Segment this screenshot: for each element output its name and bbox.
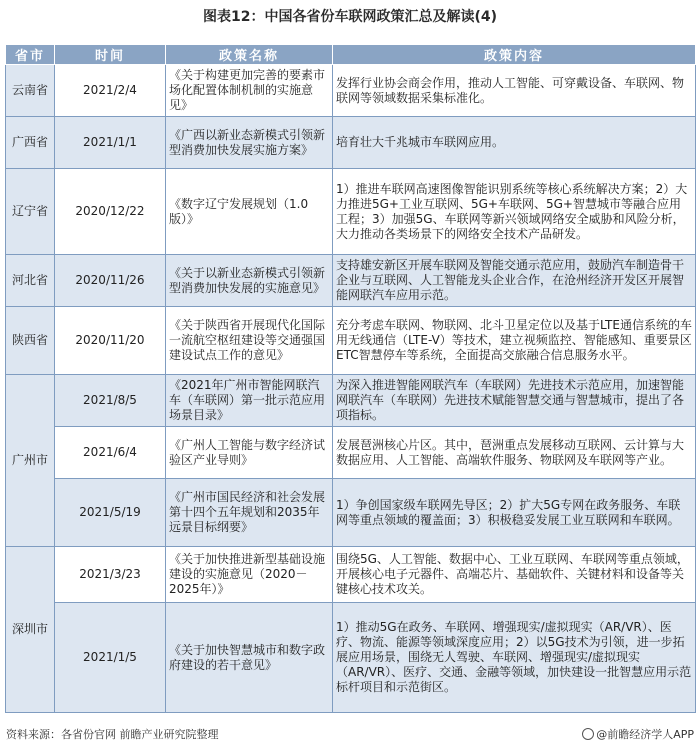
policy-content-cell: 为深入推进智能网联汽车（车联网）先进技术示范应用，加速智能网联汽车（车联网）先进技术赋能智慧交通与智慧城市，提出了各项指标。 xyxy=(333,375,696,427)
source-note: 资料来源：各省份官网 前瞻产业研究院整理 xyxy=(6,728,219,741)
policy-content-cell: 充分考虑车联网、物联网、北斗卫星定位以及基于LTE通信系统的车用无线通信（LTE-V）等技术，建立视频监控、智能感知、重要景区ETC智慧停车等系统，全面提高交旅融合信息服务水平。 xyxy=(333,307,696,375)
province-cell: 广州市 xyxy=(6,375,55,547)
date-cell: 2021/2/4 xyxy=(55,65,166,117)
policy-name-cell: 《关于构建更加完善的要素市场化配置体制机制的实施意见》 xyxy=(166,65,333,117)
policy-name-cell: 《2021年广州市智能网联汽车（车联网）第一批示范应用场景目录》 xyxy=(166,375,333,427)
table-row xyxy=(6,169,696,255)
province-cell: 深圳市 xyxy=(6,547,55,713)
table-row xyxy=(6,375,696,427)
date-cell: 2020/12/22 xyxy=(55,169,166,255)
province-cell: 陕西省 xyxy=(6,307,55,375)
brand-logo-icon xyxy=(582,728,594,740)
header-province: 省市 xyxy=(6,45,55,65)
policy-name-cell: 《广西以新业态新模式引领新型消费加快发展实施方案》 xyxy=(166,117,333,169)
table-row xyxy=(6,427,696,479)
table-row xyxy=(6,117,696,169)
header-time: 时间 xyxy=(55,45,166,65)
date-cell: 2021/1/5 xyxy=(55,603,166,713)
policy-content-cell: 发展琶洲核心片区。其中，琶洲重点发展移动互联网、云计算与大数据应用、人工智能、高端软件服务、物联网及车联网等产业。 xyxy=(333,427,696,479)
table-header-row xyxy=(6,45,696,65)
date-cell: 2020/11/20 xyxy=(55,307,166,375)
policy-name-cell: 《关于陕西省开展现代化国际一流航空枢纽建设等交通强国建设试点工作的意见》 xyxy=(166,307,333,375)
date-cell: 2021/8/5 xyxy=(55,375,166,427)
policy-content-cell: 培育壮大千兆城市车联网应用。 xyxy=(333,117,696,169)
policy-content-cell: 围绕5G、人工智能、数据中心、工业互联网、车联网等重点领域，开展核心电子元器件、高端芯片、基础软件、关键材料和设备等关键核心技术攻关。 xyxy=(333,547,696,603)
table-row xyxy=(6,603,696,713)
policy-content-cell: 1）争创国家级车联网先导区；2）扩大5G专网在政务服务、车联网等重点领域的覆盖面；3）积极稳妥发展工业互联网和车联网。 xyxy=(333,479,696,547)
header-policy-name: 政策名称 xyxy=(166,45,333,65)
table-row xyxy=(6,255,696,307)
table-row xyxy=(6,307,696,375)
policy-name-cell: 《关于加快推进新型基础设施建设的实施意见（2020－2025年）》 xyxy=(166,547,333,603)
date-cell: 2021/3/23 xyxy=(55,547,166,603)
policy-content-cell: 1）推进车联网高速图像智能识别系统等核心系统解决方案；2）大力推进5G+工业互联网、5G+车联网、5G+智慧城市等融合应用工程；3）加强5G、车联网等新兴领域网络安全威胁和风险分析，大力推动各类场景下的网络安全技术产品研发。 xyxy=(333,169,696,255)
date-cell: 2020/11/26 xyxy=(55,255,166,307)
chart-title: 图表12：中国各省份车联网政策汇总及解读(4) xyxy=(202,9,498,25)
province-cell: 广西省 xyxy=(6,117,55,169)
brand-credit xyxy=(582,726,694,742)
policy-content-cell: 1）推动5G在政务、车联网、增强现实/虚拟现实（AR/VR）、医疗、物流、能源等领域深度应用；2）以5G技术为引领，进一步拓展应用场景，围绕无人驾驶、车联网、增强现实/虚拟现实（AR/VR）、医疗、交通、金融等领域，加快建设一批智慧应用示范标杆项目和示范街区。 xyxy=(333,603,696,713)
policy-name-cell: 《广州市国民经济和社会发展第十四个五年规划和2035年远景目标纲要》 xyxy=(166,479,333,547)
table-row xyxy=(6,65,696,117)
date-cell: 2021/6/4 xyxy=(55,427,166,479)
policy-content-cell: 支持雄安新区开展车联网及智能交通示范应用，鼓励汽车制造骨干企业与互联网、人工智能龙头企业合作，在沧州经济开发区开展智能网联汽车应用示范。 xyxy=(333,255,696,307)
policy-name-cell: 《关于以新业态新模式引领新型消费加快发展的实施意见》 xyxy=(166,255,333,307)
province-cell: 河北省 xyxy=(6,255,55,307)
province-cell: 云南省 xyxy=(6,65,55,117)
policy-name-cell: 《关于加快智慧城市和数字政府建设的若干意见》 xyxy=(166,603,333,713)
province-cell: 辽宁省 xyxy=(6,169,55,255)
policy-name-cell: 《广州人工智能与数字经济试验区产业导则》 xyxy=(166,427,333,479)
policy-content-cell: 发挥行业协会商会作用，推动人工智能、可穿戴设备、车联网、物联网等领域数据采集标准化。 xyxy=(333,65,696,117)
table-row xyxy=(6,479,696,547)
brand-text: @前瞻经济学人APP xyxy=(596,728,694,741)
policy-table xyxy=(5,44,696,713)
table-row xyxy=(6,547,696,603)
header-policy-content: 政策内容 xyxy=(333,45,696,65)
policy-name-cell: 《数字辽宁发展规划（1.0版）》 xyxy=(166,169,333,255)
date-cell: 2021/5/19 xyxy=(55,479,166,547)
date-cell: 2021/1/1 xyxy=(55,117,166,169)
